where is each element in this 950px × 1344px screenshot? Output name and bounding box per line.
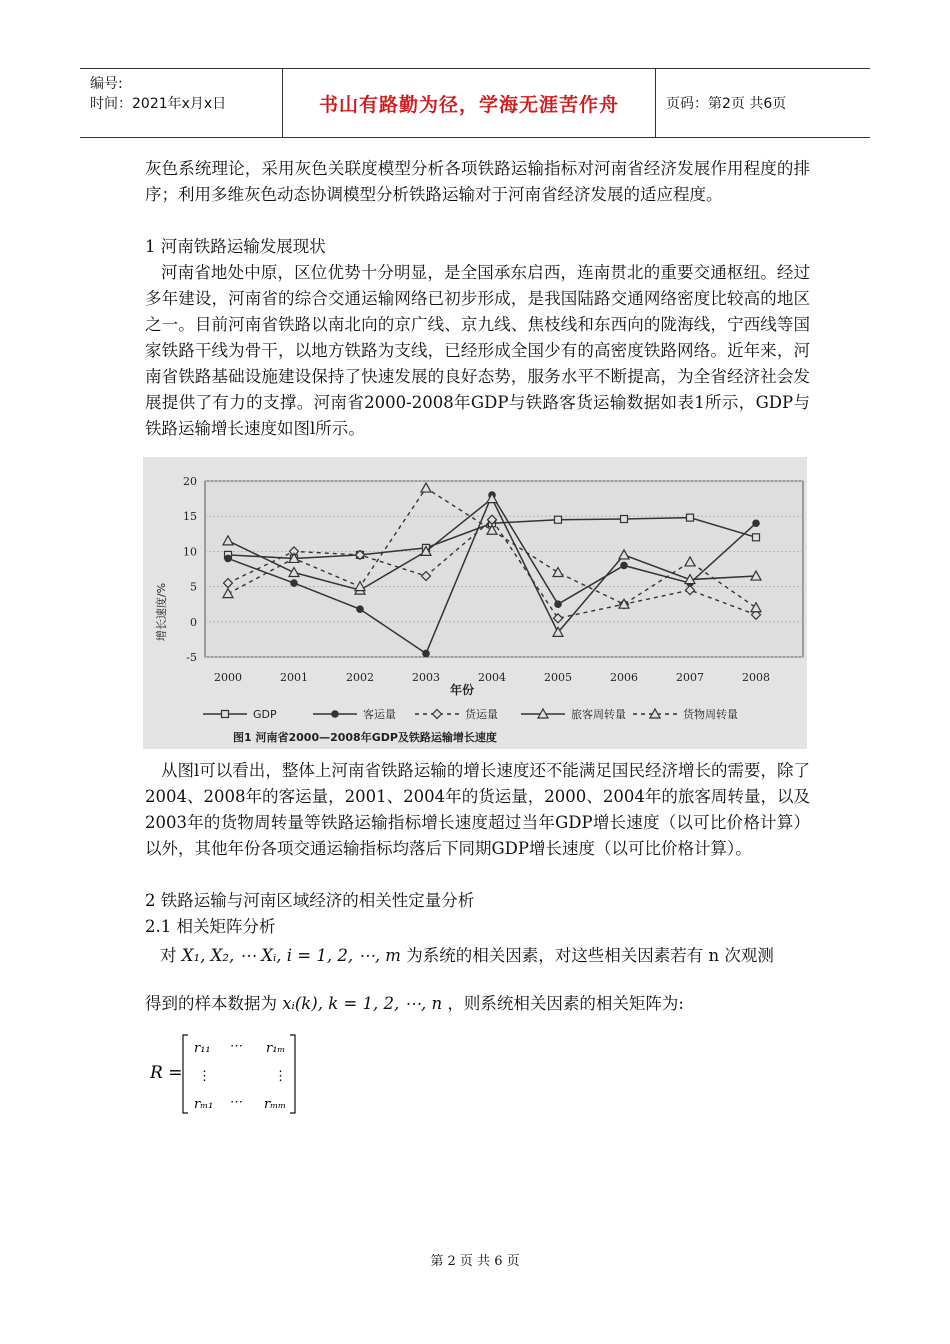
math1-prefix: 对 (160, 946, 177, 965)
x-tick-label: 2008 (742, 671, 770, 684)
legend-label: GDP (253, 708, 277, 721)
matrix-vdots-left: ⋮ (198, 1069, 211, 1084)
data-point (555, 516, 562, 523)
time-label: 时间：2021年x月x日 (90, 96, 227, 112)
legend-label: 货物周转量 (683, 708, 738, 721)
chart-legend (203, 707, 738, 721)
y-tick-label: 15 (183, 510, 197, 524)
legend-label: 货运量 (465, 708, 498, 721)
matrix-lhs: R = (150, 1063, 183, 1083)
legend-item-1 (313, 707, 396, 721)
data-point (357, 606, 363, 612)
data-point (753, 534, 760, 541)
matrix-vdots-right: ⋮ (274, 1069, 287, 1084)
matrix-rm1: rₘ₁ (194, 1097, 214, 1112)
legend-label: 客运量 (363, 708, 396, 721)
data-point (753, 520, 759, 526)
y-tick-label: -5 (186, 651, 197, 664)
x-tick-label: 2007 (676, 671, 704, 684)
matrix-hdots-bottom: ⋯ (230, 1095, 243, 1110)
math-line-1 (160, 942, 774, 966)
y-axis-label: 增长速度/% (155, 582, 168, 642)
x-tick-label: 2001 (280, 671, 308, 684)
matrix-hdots-top: ⋯ (230, 1039, 243, 1054)
legend-marker (433, 710, 442, 719)
data-point (555, 601, 561, 607)
math2-prefix: 得到的样本数据为 (145, 994, 277, 1013)
x-tick-label: 2006 (610, 671, 638, 684)
data-point (291, 580, 297, 586)
section-heading-2: 2 铁路运输与河南区域经济的相关性定量分析 (145, 891, 475, 910)
matrix-r11: r₁₁ (194, 1041, 211, 1056)
page-footer: 第 2 页 共 6 页 (430, 1254, 520, 1269)
figure-1 (143, 457, 807, 749)
correlation-matrix (150, 1030, 310, 1120)
growth-chart (143, 457, 807, 749)
header-left-cell (80, 69, 283, 137)
number-label: 编号: (90, 76, 123, 92)
section-heading-2-1: 2.1 相关矩阵分析 (145, 917, 276, 936)
legend-item-0 (203, 708, 277, 721)
x-tick-label: 2004 (478, 671, 506, 684)
page-header (80, 68, 870, 138)
x-tick-label: 2000 (214, 671, 242, 684)
legend-item-2 (415, 707, 498, 721)
data-point (423, 650, 429, 656)
page-info: 页码：第2页 共6页 (666, 96, 787, 112)
section-heading-1: 1 河南铁路运输发展现状 (145, 237, 326, 256)
math1-expr: X₁, X₂, ⋯ Xᵢ, i = 1, 2, ⋯, m (181, 946, 401, 965)
paragraph-intro: 灰色系统理论，采用灰色关联度模型分析各项铁路运输指标对河南省经济发展作用程度的排序；利用多维灰色动态协调模型分析铁路运输对于河南省经济发展的适应程度。 (145, 159, 810, 204)
data-point (621, 516, 628, 523)
matrix-r1m: r₁ₘ (266, 1041, 286, 1056)
math1-suffix: 为系统的相关因素，对这些相关因素若有 n 次观测 (406, 946, 774, 965)
math-line-2 (145, 990, 684, 1014)
legend-label: 旅客周转量 (571, 708, 626, 721)
math2-suffix: ，则系统相关因素的相关矩阵为: (447, 994, 684, 1013)
data-point (687, 514, 694, 521)
y-tick-label: 0 (190, 615, 197, 629)
matrix-rmm: rₘₘ (264, 1097, 287, 1112)
data-point (621, 562, 627, 568)
x-tick-label: 2003 (412, 671, 440, 684)
math2-expr: xᵢ(k), k = 1, 2, ⋯, n (282, 994, 443, 1013)
legend-marker (332, 711, 338, 717)
matrix-svg (150, 1030, 310, 1120)
y-tick-label: 20 (183, 475, 197, 488)
x-tick-label: 2005 (544, 671, 572, 684)
matrix-right-bracket (290, 1035, 295, 1113)
figure-caption: 图1 河南省2000—2008年GDP及铁路运输增长速度 (233, 731, 497, 744)
legend-marker (222, 711, 229, 718)
x-axis-label: 年份 (449, 683, 475, 697)
y-tick-label: 5 (190, 580, 197, 594)
x-tick-label: 2002 (346, 671, 374, 684)
legend-item-4 (633, 707, 738, 721)
header-page-cell (656, 69, 870, 137)
paragraph-status: 河南省地处中原，区位优势十分明显，是全国承东启西，连南贯北的重要交通枢纽。经过多年建设，河南省的综合交通运输网络已初步形成，是我国陆路交通网络密度比较高的地区之一。目前河南省铁路以南北向的京广线、京九线、焦枝线和东西向的陇海线，宁西线等国家铁路干线为骨干，以地方铁路为支线，已经形成全国少有的高密度铁路网络。近年来，河南省铁路基础设施建设保持了快速发展的良好态势，服务水平不断提高，为全省经济社会发展提供了有力的支撑。河南省2000-2008年GDP与铁路客货运输数据如表1所示，GDP与铁路运输增长速度如图l所示。 (145, 263, 810, 438)
legend-item-3 (521, 707, 626, 721)
matrix-left-bracket (183, 1035, 188, 1113)
paragraph-analysis: 从图l可以看出，整体上河南省铁路运输的增长速度还不能满足国民经济增长的需要，除了2004、2008年的客运量，2001、2004年的货运量，2000、2004年的旅客周转量，以及2003年的货物周转量等铁路运输指标增长速度超过当年GDP增长速度（以可比价格计算）以外，其他年份各项交通运输指标均落后下同期GDP增长速度（以可比价格计算）。 (145, 761, 810, 858)
header-motto-cell (283, 69, 656, 137)
data-point (225, 555, 231, 561)
motto: 书山有路勤为径，学海无涯苦作舟 (318, 93, 619, 116)
y-tick-label: 10 (183, 545, 197, 559)
